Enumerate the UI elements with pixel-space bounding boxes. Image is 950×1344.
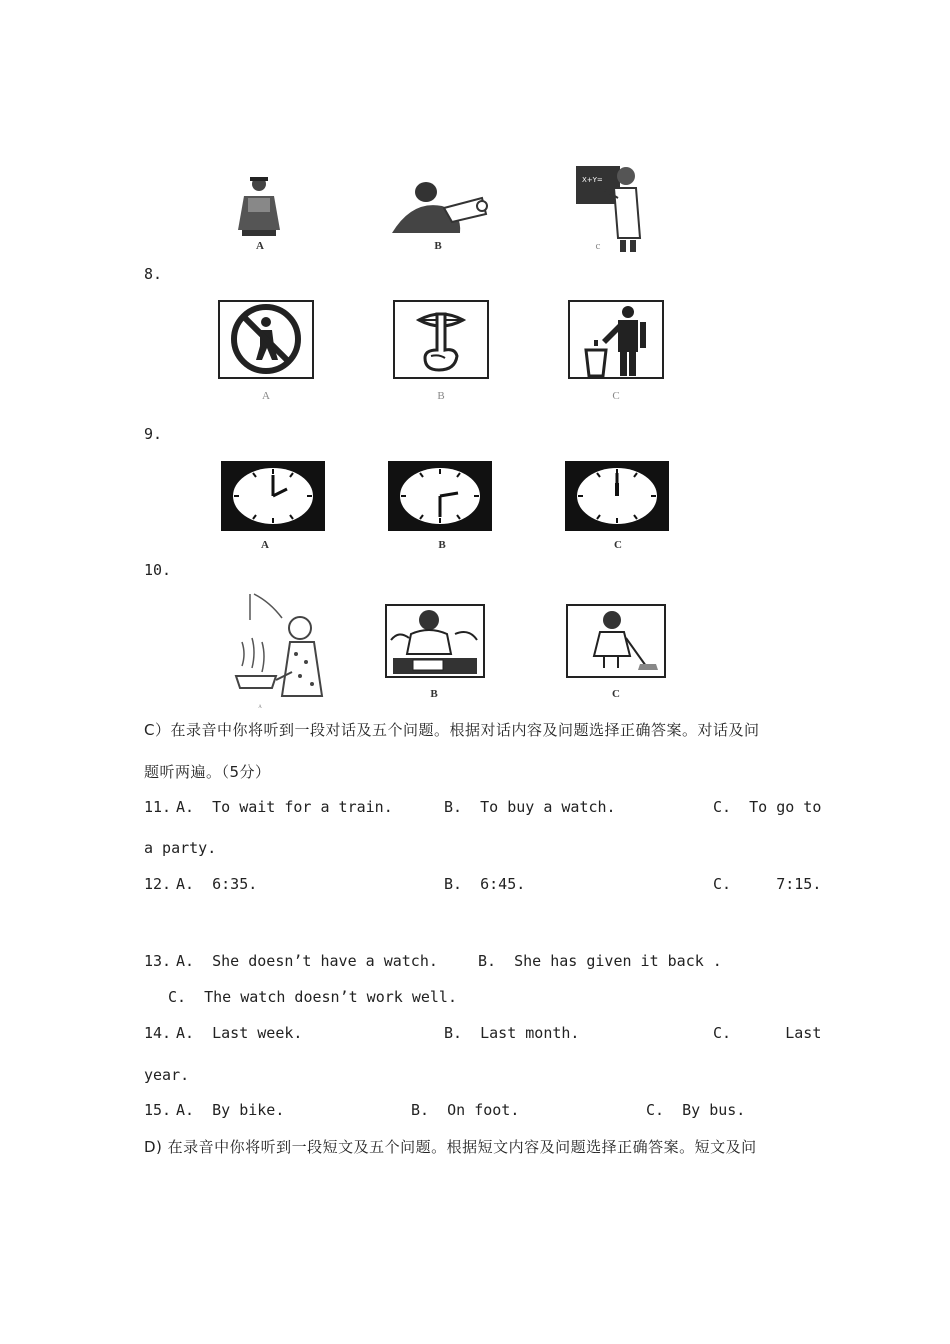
quiet-sign-icon <box>393 300 489 380</box>
q15-option-c: C. By bus. <box>646 1101 746 1119</box>
q9-label-c: C <box>614 539 622 551</box>
clock-c-icon <box>565 461 669 531</box>
q9-number: 9. <box>144 425 163 443</box>
q7-label-a: A <box>256 240 264 252</box>
q7-label-b: B <box>434 240 442 252</box>
section-d-instruction-line1: D) 在录音中你将听到一段短文及五个问题。根据短文内容及问题选择正确答案。短文及问 <box>144 1138 757 1156</box>
clock-b-icon <box>388 461 492 531</box>
q13-option-a: A. She doesn’t have a watch. <box>176 952 438 970</box>
q9-label-b: B <box>438 539 446 551</box>
q8-label-c: C <box>612 390 620 402</box>
q11-option-b: B. To buy a watch. <box>444 798 616 816</box>
q12-number: 12. <box>144 875 172 893</box>
q15-option-b: B. On foot. <box>411 1101 520 1119</box>
q13-option-c: C. The watch doesn’t work well. <box>168 988 457 1006</box>
q10-label-a: A <box>258 705 262 710</box>
no-walking-sign-icon <box>218 300 314 380</box>
sweeping-picture <box>566 604 666 678</box>
q10-number: 10. <box>144 561 172 579</box>
section-c-instruction-line1: C）在录音中你将听到一段对话及五个问题。根据对话内容及问题选择正确答案。对话及问 <box>144 721 760 739</box>
q11-option-a: A. To wait for a train. <box>176 798 393 816</box>
q9-label-a: A <box>261 539 269 551</box>
q7-label-c: c <box>595 240 601 252</box>
q14-option-c-continued: year. <box>144 1066 190 1084</box>
phone-call-picture <box>385 604 485 678</box>
q8-label-a: A <box>262 390 270 402</box>
q8-label-b: B <box>437 390 445 402</box>
q14-option-c: C. Last <box>713 1024 822 1042</box>
q10-label-c: C <box>612 688 620 700</box>
q10-label-b: B <box>430 688 438 700</box>
q11-option-c: C. To go to <box>713 798 822 816</box>
cooking-picture <box>230 592 330 706</box>
q14-option-a: A. Last week. <box>176 1024 303 1042</box>
q13-option-b: B. She has given it back . <box>478 952 722 970</box>
q14-option-b: B. Last month. <box>444 1024 580 1042</box>
section-c-instruction-line2: 题听两遍。（5分） <box>144 763 271 781</box>
q12-option-a: A. 6:35. <box>176 875 258 893</box>
q14-number: 14. <box>144 1024 172 1042</box>
svg-text:X+Y=: X+Y= <box>582 176 603 184</box>
q12-option-c: C. 7:15. <box>713 875 822 893</box>
q7-picture-c <box>574 158 644 254</box>
q15-option-a: A. By bike. <box>176 1101 285 1119</box>
clock-a-icon <box>221 461 325 531</box>
litter-bin-sign-icon <box>568 300 664 380</box>
q7-picture-a <box>228 170 290 240</box>
q11-option-c-continued: a party. <box>144 839 217 857</box>
q11-number: 11. <box>144 798 172 816</box>
q15-number: 15. <box>144 1101 172 1119</box>
q8-number: 8. <box>144 265 163 283</box>
q12-option-b: B. 6:45. <box>444 875 526 893</box>
q13-number: 13. <box>144 952 172 970</box>
q7-picture-b <box>382 178 492 240</box>
